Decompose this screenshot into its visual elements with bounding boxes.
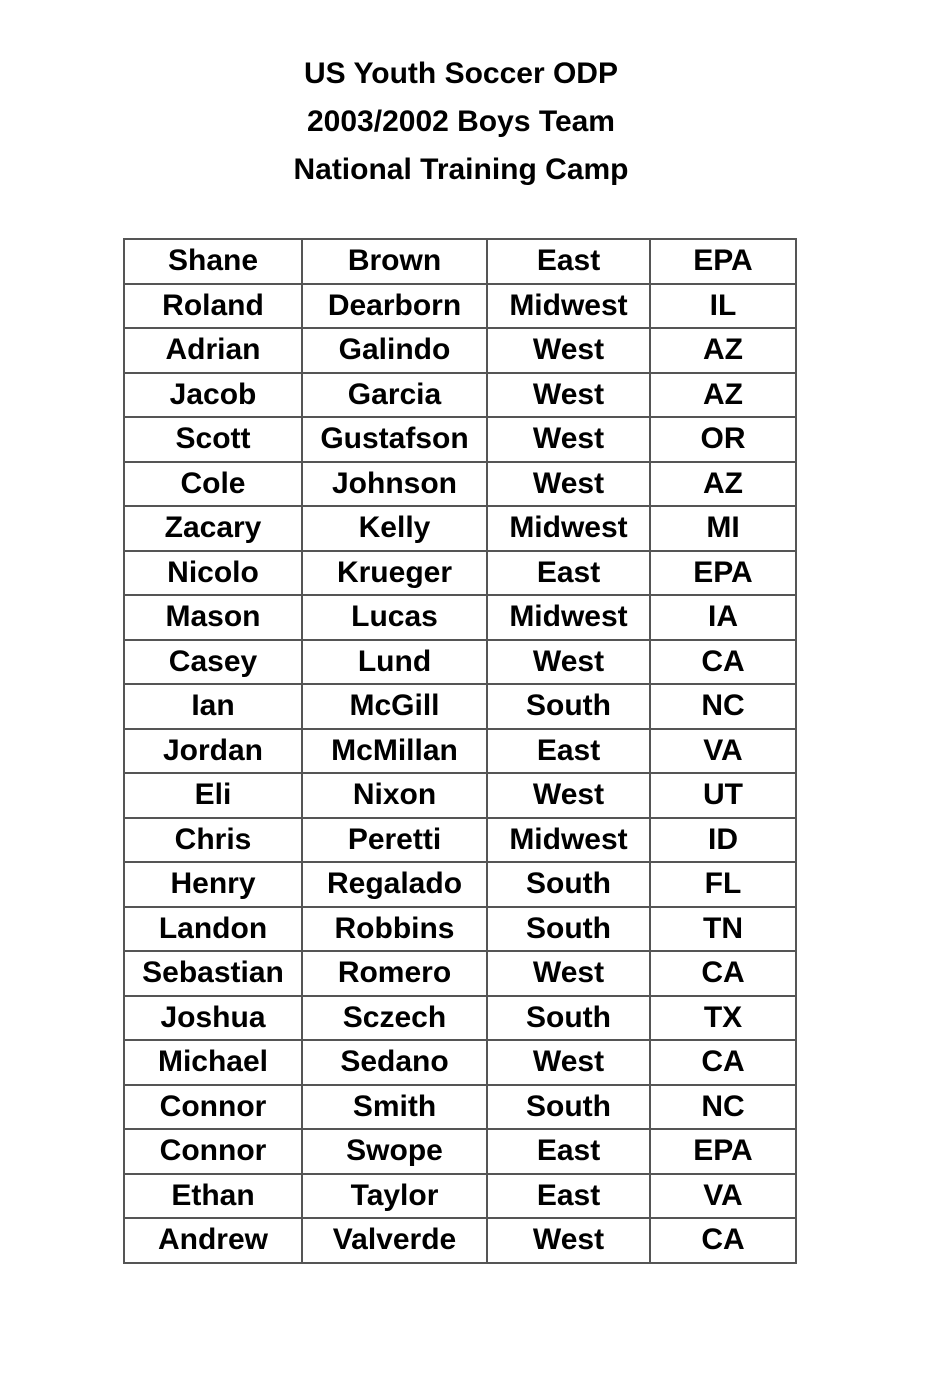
last-name-cell: Johnson [302, 462, 487, 507]
first-name-cell: Henry [124, 862, 302, 907]
region-cell: Midwest [487, 506, 650, 551]
state-cell: CA [650, 1040, 796, 1085]
table-row [124, 1218, 796, 1263]
title-line-team: 2003/2002 Boys Team [307, 105, 615, 138]
table-row [124, 1085, 796, 1130]
table-row [124, 1129, 796, 1174]
last-name-cell: Valverde [302, 1218, 487, 1263]
first-name-cell: Nicolo [124, 551, 302, 596]
table-row [124, 1040, 796, 1085]
last-name-cell: Sczech [302, 996, 487, 1041]
first-name-cell: Shane [124, 239, 302, 284]
title-line-organization: US Youth Soccer ODP [304, 57, 618, 90]
last-name-cell: Romero [302, 951, 487, 996]
state-cell: EPA [650, 551, 796, 596]
document-title [0, 50, 922, 194]
first-name-cell: Jordan [124, 729, 302, 774]
region-cell: West [487, 462, 650, 507]
table-row [124, 862, 796, 907]
first-name-cell: Sebastian [124, 951, 302, 996]
region-cell: East [487, 239, 650, 284]
state-cell: AZ [650, 328, 796, 373]
region-cell: South [487, 996, 650, 1041]
last-name-cell: Smith [302, 1085, 487, 1130]
region-cell: Midwest [487, 818, 650, 863]
table-row [124, 551, 796, 596]
title-line-event: National Training Camp [293, 153, 629, 186]
first-name-cell: Michael [124, 1040, 302, 1085]
first-name-cell: Mason [124, 595, 302, 640]
table-row [124, 462, 796, 507]
region-cell: East [487, 1129, 650, 1174]
state-cell: OR [650, 417, 796, 462]
state-cell: CA [650, 1218, 796, 1263]
first-name-cell: Zacary [124, 506, 302, 551]
state-cell: CA [650, 640, 796, 685]
region-cell: West [487, 417, 650, 462]
region-cell: East [487, 1174, 650, 1219]
last-name-cell: Dearborn [302, 284, 487, 329]
state-cell: IL [650, 284, 796, 329]
last-name-cell: Garcia [302, 373, 487, 418]
region-cell: South [487, 862, 650, 907]
state-cell: CA [650, 951, 796, 996]
first-name-cell: Roland [124, 284, 302, 329]
table-row [124, 373, 796, 418]
first-name-cell: Joshua [124, 996, 302, 1041]
state-cell: TN [650, 907, 796, 952]
table-row [124, 951, 796, 996]
state-cell: ID [650, 818, 796, 863]
state-cell: AZ [650, 462, 796, 507]
state-cell: NC [650, 1085, 796, 1130]
region-cell: South [487, 907, 650, 952]
region-cell: East [487, 551, 650, 596]
last-name-cell: Gustafson [302, 417, 487, 462]
region-cell: South [487, 684, 650, 729]
first-name-cell: Casey [124, 640, 302, 685]
last-name-cell: Robbins [302, 907, 487, 952]
first-name-cell: Ian [124, 684, 302, 729]
state-cell: EPA [650, 239, 796, 284]
first-name-cell: Adrian [124, 328, 302, 373]
state-cell: TX [650, 996, 796, 1041]
last-name-cell: Peretti [302, 818, 487, 863]
last-name-cell: Kelly [302, 506, 487, 551]
state-cell: IA [650, 595, 796, 640]
last-name-cell: Nixon [302, 773, 487, 818]
first-name-cell: Ethan [124, 1174, 302, 1219]
state-cell: AZ [650, 373, 796, 418]
table-row [124, 417, 796, 462]
region-cell: West [487, 773, 650, 818]
region-cell: West [487, 373, 650, 418]
state-cell: NC [650, 684, 796, 729]
first-name-cell: Connor [124, 1129, 302, 1174]
first-name-cell: Connor [124, 1085, 302, 1130]
table-row [124, 907, 796, 952]
state-cell: MI [650, 506, 796, 551]
roster-table [123, 238, 797, 1264]
state-cell: UT [650, 773, 796, 818]
first-name-cell: Scott [124, 417, 302, 462]
table-row [124, 328, 796, 373]
last-name-cell: McMillan [302, 729, 487, 774]
first-name-cell: Andrew [124, 1218, 302, 1263]
roster-body [124, 239, 796, 1263]
state-cell: FL [650, 862, 796, 907]
table-row [124, 773, 796, 818]
region-cell: South [487, 1085, 650, 1130]
table-row [124, 818, 796, 863]
table-row [124, 996, 796, 1041]
table-row [124, 684, 796, 729]
state-cell: VA [650, 729, 796, 774]
last-name-cell: Lund [302, 640, 487, 685]
region-cell: West [487, 1218, 650, 1263]
last-name-cell: Swope [302, 1129, 487, 1174]
region-cell: West [487, 951, 650, 996]
first-name-cell: Cole [124, 462, 302, 507]
last-name-cell: Brown [302, 239, 487, 284]
first-name-cell: Eli [124, 773, 302, 818]
last-name-cell: Regalado [302, 862, 487, 907]
region-cell: West [487, 1040, 650, 1085]
last-name-cell: Lucas [302, 595, 487, 640]
last-name-cell: Sedano [302, 1040, 487, 1085]
region-cell: West [487, 328, 650, 373]
first-name-cell: Jacob [124, 373, 302, 418]
last-name-cell: McGill [302, 684, 487, 729]
table-row [124, 640, 796, 685]
region-cell: West [487, 640, 650, 685]
region-cell: East [487, 729, 650, 774]
region-cell: Midwest [487, 595, 650, 640]
table-row [124, 239, 796, 284]
first-name-cell: Chris [124, 818, 302, 863]
table-row [124, 506, 796, 551]
table-row [124, 284, 796, 329]
state-cell: VA [650, 1174, 796, 1219]
last-name-cell: Krueger [302, 551, 487, 596]
last-name-cell: Taylor [302, 1174, 487, 1219]
first-name-cell: Landon [124, 907, 302, 952]
state-cell: EPA [650, 1129, 796, 1174]
last-name-cell: Galindo [302, 328, 487, 373]
table-row [124, 1174, 796, 1219]
table-row [124, 595, 796, 640]
region-cell: Midwest [487, 284, 650, 329]
table-row [124, 729, 796, 774]
